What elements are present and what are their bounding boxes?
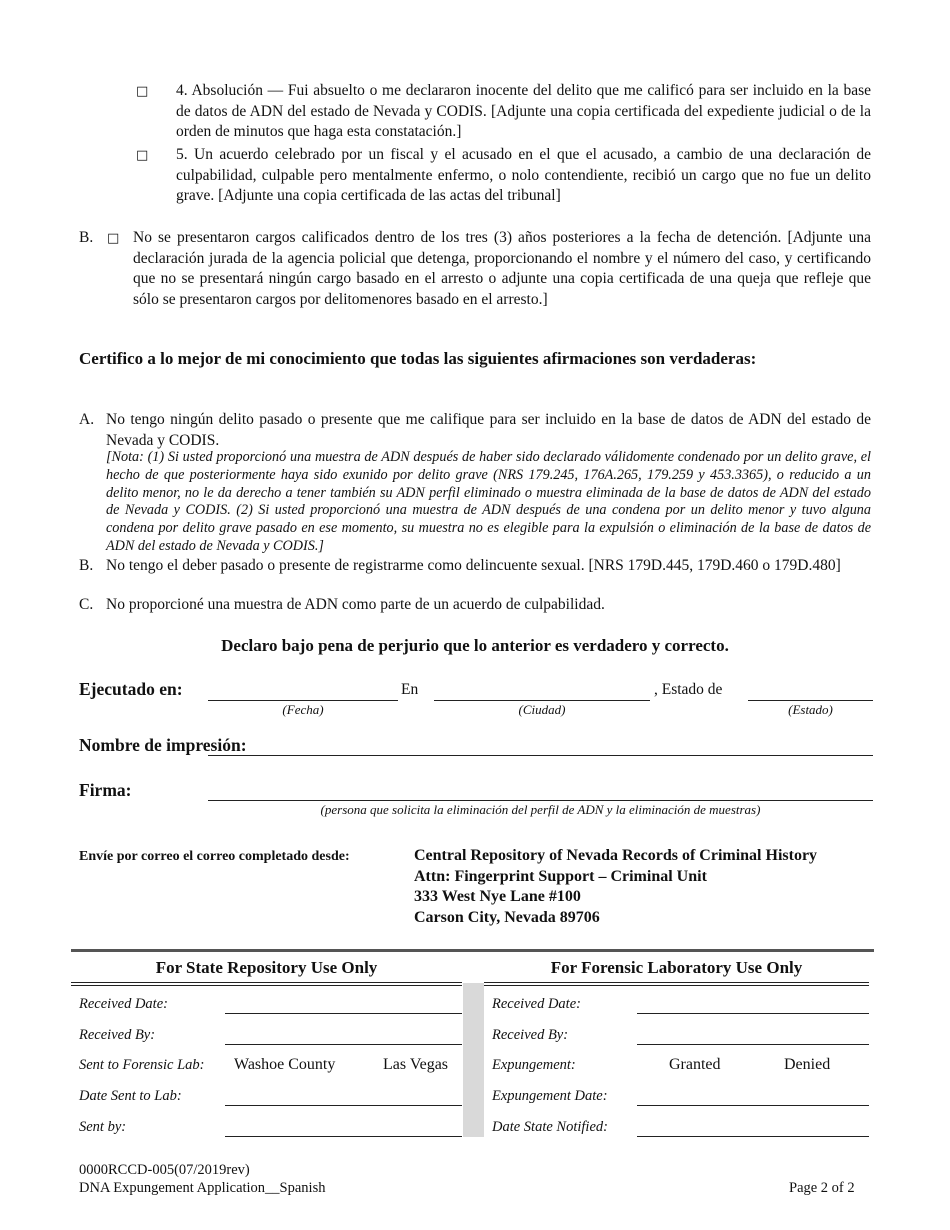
footer-page-number: Page 2 of 2	[789, 1180, 855, 1196]
footer-form-code: 0000RCCD-005(07/2019rev)	[79, 1162, 250, 1178]
state-field[interactable]	[748, 700, 873, 701]
executed-label: Ejecutado en:	[79, 679, 183, 699]
print-name-label: Nombre de impresión:	[79, 735, 247, 755]
lab-table-head-rule-2	[484, 985, 869, 986]
lab-received-by-label: Received By:	[492, 1027, 569, 1043]
certify-heading: Certifico a lo mejor de mi conocimiento que todas las siguientes afirmaciones son verdaderas:	[79, 349, 757, 368]
item-4-text: 4. Absolución — Fui absuelto o me declararon inocente del delito que me calificó para ser incluido en la base de datos de ADN del estado de Nevada y CODIS. [Adjunte una copia certificada del expediente judicial o de la orden de minutos que haga esta constatación.]	[176, 82, 871, 140]
granted-option[interactable]: Granted	[669, 1056, 721, 1073]
signature-label: Firma:	[79, 780, 132, 800]
state-received-date-field[interactable]	[225, 1013, 462, 1014]
checkbox-item-5[interactable]: □	[136, 148, 149, 163]
lab-table-heading: For Forensic Laboratory Use Only	[550, 958, 803, 977]
estado-label: , Estado de	[654, 681, 723, 698]
estado-caption: (Estado)	[788, 702, 833, 717]
tables-top-rule	[71, 949, 874, 952]
state-received-by-field[interactable]	[225, 1044, 462, 1045]
lab-received-by-field[interactable]	[637, 1044, 869, 1045]
certify-a-letter: A.	[79, 411, 95, 428]
date-field[interactable]	[208, 700, 398, 701]
certify-b-letter: B.	[79, 557, 94, 574]
lab-expungement-date-field[interactable]	[637, 1105, 869, 1106]
item-b-text: No se presentaron cargos calificados dentro de los tres (3) años posteriores a la fecha de detención. [Adjunte una declaración jurada de la agencia policial que detenga, proporcionando el nombre y el número del caso, y certificando que no se presentará ningún cargo basado en el arresto o adjunte una copia certificada de una queja que refleje que sólo se presentaron cargos por delitomenores basado en el arresto.]	[133, 229, 871, 308]
lab-date-state-notified-field[interactable]	[637, 1136, 869, 1137]
signature-caption: (persona que solicita la eliminación del perfil de ADN y la eliminación de muestras)	[320, 802, 761, 817]
mail-address-line-2: Attn: Fingerprint Support – Criminal Unit	[414, 867, 707, 885]
lab-date-state-notified-label: Date State Notified:	[492, 1119, 608, 1135]
mail-label: Envíe por correo el correo completado desde:	[79, 849, 350, 864]
state-received-date-label: Received Date:	[79, 996, 168, 1012]
state-table-head-rule-2	[71, 985, 462, 986]
fecha-caption: (Fecha)	[282, 702, 324, 717]
mail-address	[414, 846, 817, 928]
denied-option[interactable]: Denied	[784, 1056, 831, 1073]
las-vegas-option[interactable]: Las Vegas	[383, 1056, 449, 1073]
certify-a-text: No tengo ningún delito pasado o presente que me califique para ser incluido en la base de datos de ADN del estado de Nevada y CODIS.	[106, 411, 871, 449]
state-date-sent-field[interactable]	[225, 1105, 462, 1106]
mail-address-line-3: 333 West Nye Lane #100	[414, 888, 581, 905]
item-b-letter: B.	[79, 229, 94, 246]
mail-address-line-4: Carson City, Nevada 89706	[414, 908, 600, 926]
item-5-text: 5. Un acuerdo celebrado por un fiscal y el acusado en el que el acusado, a cambio de una declaración de culpabilidad, culpable pero mentalmente enfermo, o nolo contendiente, recibió un cargo que no fue un delito grave. [Adjunte una copia certificada de las actas del tribunal]	[176, 146, 871, 204]
signature-field[interactable]	[208, 800, 873, 801]
state-sent-by-field[interactable]	[225, 1136, 462, 1137]
footer-form-name: DNA Expungement Application__Spanish	[79, 1180, 326, 1196]
lab-expungement-date-label: Expungement Date:	[492, 1088, 608, 1104]
lab-table-head-rule-1	[484, 982, 869, 983]
mail-address-line-1: Central Repository of Nevada Records of Criminal History	[414, 847, 818, 864]
certify-b-text: No tengo el deber pasado o presente de registrarme como delincuente sexual. [NRS 179D.445, 179D.460 o 179D.480]	[106, 557, 841, 574]
declaration-statement: Declaro bajo pena de perjurio que lo anterior es verdadero y correcto.	[221, 636, 729, 655]
certify-a-note: [Nota: (1) Si usted proporcionó una muestra de ADN después de haber sido declarado válidomente condenado por un delito grave, el hecho de que posteriormente haya sido exunido por delito grave (NRS 179.245, 176A.265, 179.259 y 453.3365), o reducido a un delito menor, no le da derecho a tener también su ADN perfil eliminado o muestra eliminada de la base de datos de ADN del estado de Nevada y CODIS. (2) Si usted proporcionó una muestra de ADN después de una condena por un delito menor y tuvo alguna condena por delito grave pasado en ese momento, su muestra no es elegible para la expulsión o eliminación de la base de datos de ADN del estado de Nevada y CODIS.]	[106, 449, 871, 554]
state-sent-to-lab-label: Sent to Forensic Lab:	[79, 1057, 205, 1073]
state-table-head-rule-1	[71, 982, 462, 983]
lab-received-date-label: Received Date:	[492, 996, 581, 1012]
state-table-heading: For State Repository Use Only	[155, 958, 378, 977]
city-field[interactable]	[434, 700, 650, 701]
lab-expungement-label: Expungement:	[492, 1057, 576, 1073]
ciudad-caption: (Ciudad)	[518, 702, 566, 717]
en-label: En	[401, 681, 419, 698]
washoe-county-option[interactable]: Washoe County	[234, 1056, 336, 1073]
checkbox-item-4[interactable]: □	[136, 84, 149, 99]
table-divider	[463, 983, 484, 1137]
checkbox-item-b[interactable]: □	[107, 231, 120, 246]
certify-c-letter: C.	[79, 596, 94, 613]
state-date-sent-label: Date Sent to Lab:	[79, 1088, 182, 1104]
certify-c-text: No proporcioné una muestra de ADN como parte de un acuerdo de culpabilidad.	[106, 596, 605, 613]
state-sent-by-label: Sent by:	[79, 1119, 127, 1135]
state-received-by-label: Received By:	[79, 1027, 156, 1043]
lab-received-date-field[interactable]	[637, 1013, 869, 1014]
print-name-field[interactable]	[208, 755, 873, 756]
footer-form-info	[79, 1161, 325, 1197]
